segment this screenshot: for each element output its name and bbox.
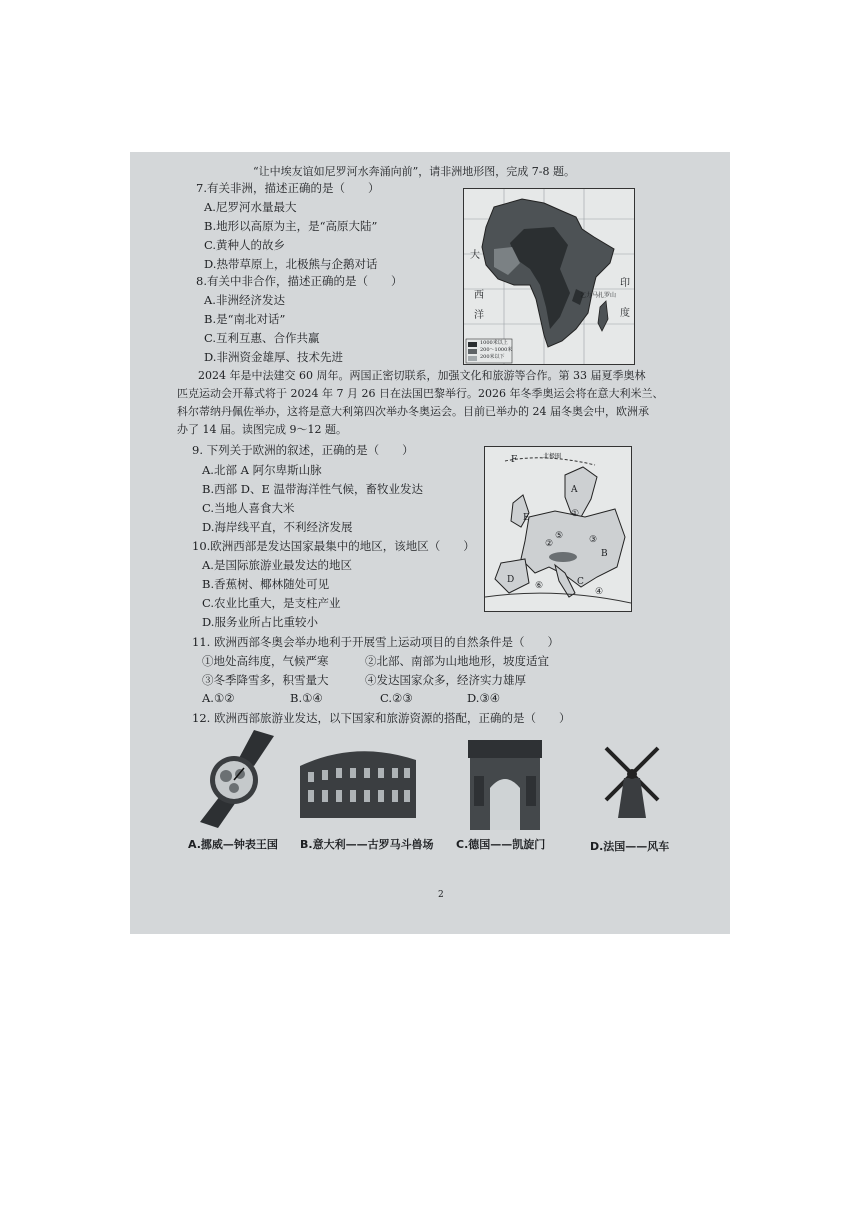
q7-option-a: A.尼罗河水量最大 bbox=[204, 200, 297, 214]
q11-stem: 11. 欧洲西部冬奥会举办地利于开展雪上运动项目的自然条件是（ ） bbox=[192, 635, 559, 649]
intro-7-8: “让中埃友谊如尼罗河水奔涌向前”，请非洲地形图，完成 7-8 题。 bbox=[253, 165, 575, 178]
q11-option-d: D.③④ bbox=[467, 691, 501, 705]
page-number: 2 bbox=[438, 890, 444, 900]
q10-option-a: A.是国际旅游业最发达的地区 bbox=[202, 558, 352, 572]
colosseum-image bbox=[296, 746, 420, 818]
q9-option-a: A.北部 A 阿尔卑斯山脉 bbox=[202, 463, 322, 477]
scandinavia bbox=[565, 467, 597, 517]
map-label-da: 大 bbox=[470, 250, 480, 261]
q9-option-b: B.西部 D、E 温带海洋性气候，畜牧业发达 bbox=[202, 482, 424, 496]
q8-stem: 8.有关中非合作，描述正确的是（ ） bbox=[196, 274, 403, 288]
q12-caption-c: C.德国——凯旋门 bbox=[456, 838, 546, 851]
europe-label-2: ② bbox=[545, 539, 554, 549]
q11-condition-2: ②北部、南部为山地地形，坡度适宜 bbox=[365, 654, 549, 668]
q12-caption-a: A.挪威—钟表王国 bbox=[188, 838, 278, 851]
europe-label-3: ③ bbox=[589, 535, 598, 545]
q11-condition-4: ④发达国家众多，经济实力雄厚 bbox=[365, 673, 526, 687]
q11-option-b: B.①④ bbox=[290, 691, 323, 705]
passage-line-3: 科尔蒂纳丹佩佐举办，这将是意大利第四次举办冬奥运会。目前已举办的 24 届冬奥会中，欧洲承 bbox=[177, 405, 649, 418]
map-label-yin: 印 bbox=[620, 278, 630, 289]
q11-condition-3: ③冬季降雪多，积雪量大 bbox=[202, 673, 329, 687]
africa-topographic-map bbox=[463, 188, 635, 365]
q10-option-d: D.服务业所占比重较小 bbox=[202, 615, 318, 629]
q9-option-d: D.海岸线平直，不利经济发展 bbox=[202, 520, 353, 534]
q10-option-c: C.农业比重大，是支柱产业 bbox=[202, 596, 341, 610]
q12-stem: 12. 欧洲西部旅游业发达，以下国家和旅游资源的搭配，正确的是（ ） bbox=[192, 711, 571, 725]
q8-option-d: D.非洲资金雄厚、技术先进 bbox=[204, 350, 343, 364]
passage-line-1: 2024 年是中法建交 60 周年。两国正密切联系，加强文化和旅游等合作。第 33 届夏季奥林 bbox=[198, 369, 646, 382]
legend-low: 200米以下 bbox=[480, 354, 505, 360]
europe-label-E: E bbox=[523, 513, 530, 523]
q7-option-b: B.地形以高原为主，是“高原大陆” bbox=[204, 219, 378, 233]
q11-option-c: C.②③ bbox=[380, 691, 413, 705]
passage-line-4: 办了 14 届。读图完成 9～12 题。 bbox=[177, 423, 347, 436]
q11-condition-1: ①地处高纬度，气候严寒 bbox=[202, 654, 329, 668]
q12-caption-d: D.法国——风车 bbox=[590, 840, 670, 853]
legend-mid: 200～1000米 bbox=[480, 347, 513, 353]
africa-map-drawing bbox=[464, 189, 634, 364]
europe-label-D: D bbox=[507, 575, 515, 585]
europe-label-B: B bbox=[601, 549, 608, 559]
europe-label-arctic-circle: 北极圈 bbox=[543, 453, 562, 460]
europe-label-F: F bbox=[511, 455, 518, 465]
europe-map bbox=[484, 446, 632, 612]
europe-label-5: ⑤ bbox=[555, 531, 564, 541]
q8-option-b: B.是“南北对话” bbox=[204, 312, 286, 326]
madagascar bbox=[598, 301, 608, 331]
q7-option-d: D.热带草原上，北极熊与企鹅对话 bbox=[204, 257, 378, 271]
europe-label-A: A bbox=[571, 485, 578, 495]
legend-high: 1000米以上 bbox=[480, 340, 508, 346]
passage-line-2: 匹克运动会开幕式将于 2024 年 7 月 26 日在法国巴黎举行。2026 年冬季奥运会将在意大利米兰、 bbox=[177, 387, 664, 400]
q11-option-a: A.①② bbox=[202, 691, 235, 705]
map-label-yang: 洋 bbox=[474, 310, 484, 321]
europe-label-C: C bbox=[577, 577, 584, 587]
wristwatch-image bbox=[194, 730, 280, 828]
q7-option-c: C.黄种人的故乡 bbox=[204, 238, 286, 252]
map-label-kilimanjaro: 乞力马扎罗山 bbox=[580, 292, 617, 299]
arc-de-triomphe-image bbox=[464, 736, 546, 832]
q10-option-b: B.香蕉树、椰林随处可见 bbox=[202, 577, 330, 591]
q8-option-a: A.非洲经济发达 bbox=[204, 293, 285, 307]
q7-stem: 7.有关非洲，描述正确的是（ ） bbox=[196, 181, 380, 195]
q8-option-c: C.互利互惠、合作共赢 bbox=[204, 331, 320, 345]
europe-label-6: ⑥ bbox=[535, 581, 544, 591]
exam-page bbox=[130, 152, 730, 934]
europe-label-1: ① bbox=[571, 509, 580, 519]
map-label-du: 度 bbox=[620, 308, 630, 319]
q12-caption-b: B.意大利——古罗马斗兽场 bbox=[300, 838, 434, 851]
europe-label-4: ④ bbox=[595, 587, 604, 597]
map-label-xi: 西 bbox=[474, 290, 484, 301]
q9-option-c: C.当地人喜食大米 bbox=[202, 501, 295, 515]
windmill-image bbox=[600, 742, 664, 818]
q10-stem: 10.欧洲西部是发达国家最集中的地区，该地区（ ） bbox=[192, 539, 475, 553]
q9-stem: 9. 下列关于欧洲的叙述，正确的是（ ） bbox=[192, 443, 414, 457]
